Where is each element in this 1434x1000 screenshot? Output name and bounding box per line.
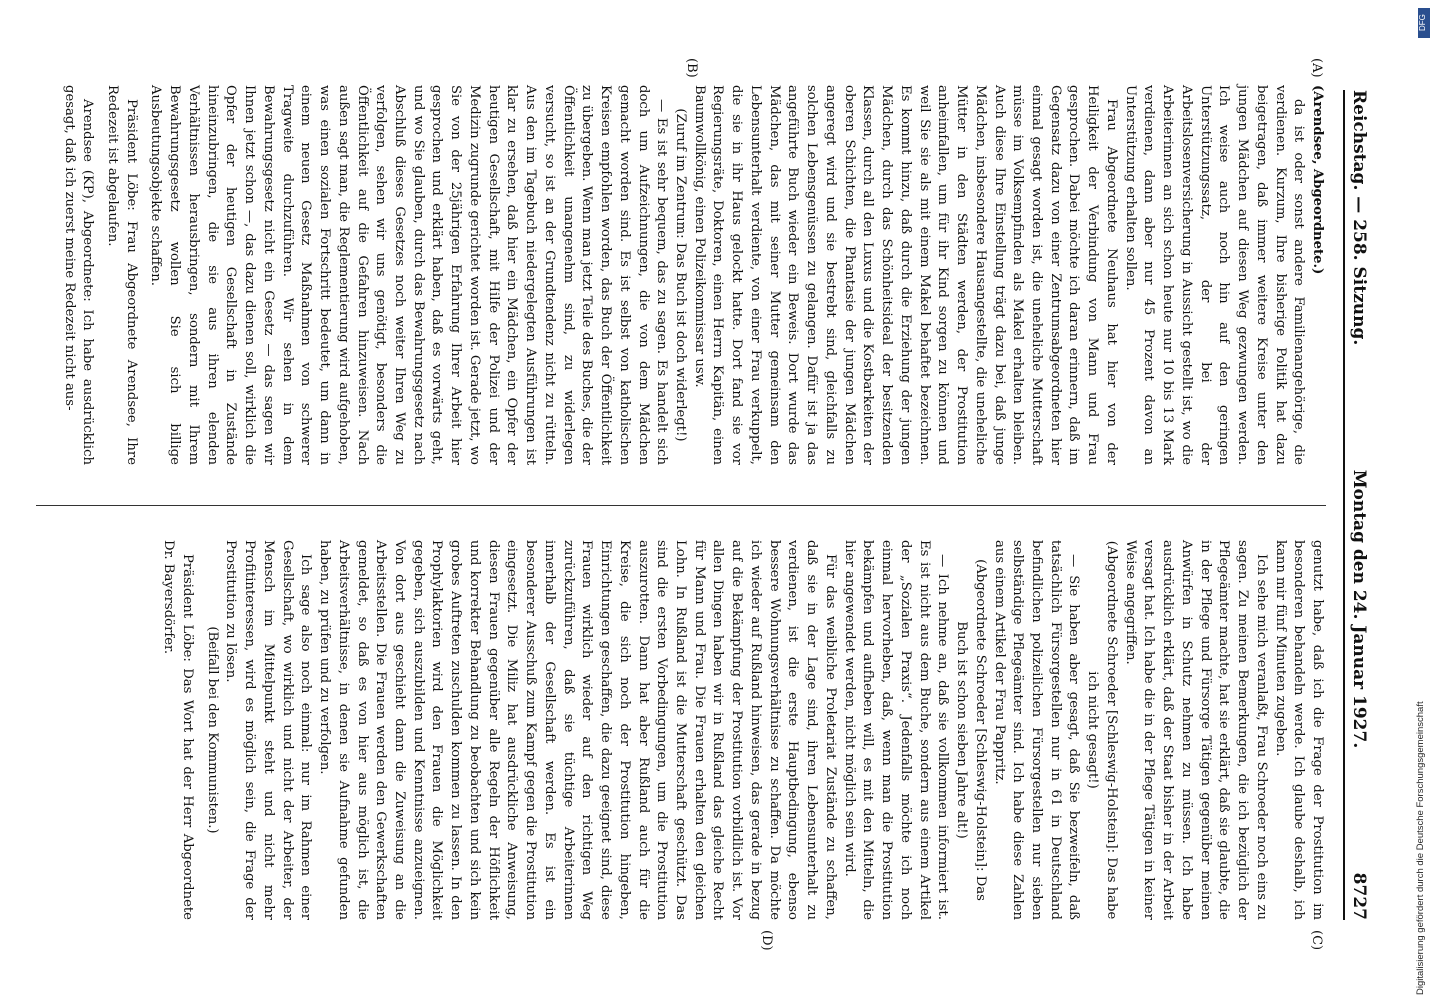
left-column	[59, 85, 1326, 465]
dfg-logo: DFG	[1418, 8, 1430, 38]
page-number: 8727	[1349, 872, 1369, 920]
paragraph: — Ich nehme an, daß sie vollkommen informiert ist. Es ist nicht aus dem Buche, sondern aus einem Artikel der „Sozialen Praxis“. Jedenfalls möchte ich noch einmal hervorheben, daß, wenn man die Prostitution bekämpfen und aufheben will, es mit den Mitteln, die hier angewendet werden, nicht möglich sein wird.	[841, 540, 951, 920]
applause-note: (Beifall bei den Kommunisten.)	[204, 626, 220, 834]
interjection: (Zuruf im Zentrum: Das Buch ist doch widerlegt!)	[673, 108, 689, 442]
header-date: Montag den 24. Januar 1927.	[1349, 469, 1369, 749]
paragraph: genutzt habe, daß ich die Frage der Prostitution im besonderen behandeln werde. Ich glaube deshalb, ich kann mir fünf Minuten zugeben.	[1272, 540, 1325, 920]
margin-mark-a: (A)	[1309, 58, 1324, 78]
page-header	[1343, 90, 1379, 920]
header-left: Reichstag. — 258. Sitzung.	[1349, 90, 1369, 346]
margin-mark-d: (D)	[759, 930, 774, 951]
president-remark: Präsident Löbe: Das Wort hat der Herr Abgeordnete Dr. Bayersdörfer.	[161, 540, 195, 920]
paragraph: Frau Abgeordnete Neuhaus hat hier von der Heiligkeit der Verbindung von Mann und Frau gesprochen. Dabei möchte ich daran erinnern, daß im Gegensatz dazu von einer Zentrumsabgeordneten hier einmal gesagt worden ist, die uneheliche Mutterschaft müsse im Volksempfinden als Makel erhalten bleiben. Auch diese Ihre Einstellung trägt dazu bei, daß junge Mädchen, insbesondere Hausangestellte, die uneheliche Mütter in den Städten werden, der Prostitution anheimfallen, um für ihr Kind sorgen zu können und weil Sie sie als mit einem Makel behaftet bezeichnen. Es kommt hinzu, daß durch die Erziehung der jungen Mädchen, durch das Schönheitsideal der besitzenden Klassen, durch all den Luxus und die Kostbarkeiten der oberen Schichten, die Phantasie der jungen Mädchen angeregt wird und sie bestrebt sind, gleichfalls zu solchen Lebensgenüssen zu gelangen. Dafür ist ja das angeführte Buch wieder ein Beweis. Dort wurde das Mädchen, das mit seiner Mutter gemeinsam den Lebensunterhalt verdiente, von einer Frau verkuppelt, die sie in ihr Haus gelockt hatte. Dort fand sie vor Regierungsräte, Doktoren, einen Herrn Kapitän, einen Baumwollkönig, einen Polizeikommissar usw.	[691, 85, 1119, 465]
paragraph: Ich sehe mich veranlaßt, Frau Schroeder noch eins zu sagen. Zu meinen Bemerkungen, die ich bezüglich der Pflegeämter machte, hat sie erklärt, daß sie glaubte, die in der Pflege und Fürsorge Tätigen gegenüber meinen Anwürfen in Schutz nehmen zu müssen. Ich habe ausdrücklich erklärt, daß der Staat bisher in der Arbeit versagt hat. Ich habe die in der Pflege Tätigen in keiner Weise angegriffen.	[1122, 540, 1269, 920]
paragraph: da ist oder sonst andere Familienangehörige, die verdienen. Kurzum, Ihre bisherige Politik hat dazu beigetragen, daß immer weitere Kreise unter den jungen Mädchen auf diesen Weg gezwungen werden. Ich weise auch noch hin auf den geringen Unterstützungssatz, der bei der Arbeitslosenversicherung in Aussicht gestellt ist, wo die Arbeiterinnen an sich schon heute nur 10 bis 13 Mark verdienen, dann aber nur 45 Prozent davon an Unterstützung erhalten sollen.	[1122, 85, 1307, 465]
margin-mark-b: (B)	[684, 58, 699, 78]
margin-mark-c: (C)	[1309, 930, 1324, 951]
column-divider	[36, 505, 1326, 506]
paragraph: Für das weibliche Proletariat Zustände zu schaffen, daß sie in der Lage sind, ihren Lebensunterhalt zu verdienen, ist die erste Hauptbedingung, ebenso bessere Wohnungsverhältnisse zu schaffen. Da möchte ich wieder auf Rußland hinweisen, das gerade in bezug auf die Bekämpfung der Prostitution vorbildlich ist. Vor allen Dingen haben wir in Rußland das gleiche Recht für Mann und Frau. Die Frauen erhalten den gleichen Lohn. In Rußland ist die Mutterschaft geschützt. Das sind die ersten Vorbedingungen, um die Prostitution auszurotten. Dann hat aber Rußland auch für die Kreise, die sich noch der Prostitution hingeben, Einrichtungen geschaffen, die dazu geeignet sind, diese Frauen wirklich wieder auf den richtigen Weg zurückzuführen, daß sie tüchtige Arbeiterinnen innerhalb der Gesellschaft werden. Es ist ein besonderer Ausschuß zum Kampf gegen die Prostitution eingesetzt. Die Miliz hat ausdrückliche Anweisung, diesen Frauen gegenüber alle Regeln der Höflichkeit und korrekter Behandlung zu beobachten und sich kein grobes Auftreten zuschulden kommen zu lassen. In den Prophylaktorien wird den Frauen die Möglichkeit gegeben, sich auszubilden und Kenntnisse anzueignen. Von dort aus geschieht dann die Zuweisung an die Arbeitsstellen. Die Frauen werden den Gewerkschaften gemeldet, so daß es von hier aus möglich ist, die Arbeitsverhältnisse, in denen sie Aufnahme gefunden haben, zu prüfen und zu verfolgen.	[317, 540, 838, 920]
speaker-continuation: (Arendsee, Abgeordnete.)	[1310, 85, 1325, 275]
digitization-credit: Digitalisierung gefördert durch die Deutsche Forschungsgemeinschaft	[1415, 701, 1426, 995]
interjection: (Abgeordnete Schroeder [Schleswig-Holstein]: Das Buch ist schon sieben Jahre alt!)	[954, 559, 988, 901]
interjection: (Abgeordnete Schroeder [Schleswig-Holstein]: Das habe ich nicht gesagt!)	[1085, 540, 1119, 920]
paragraph: Ich sage also noch einmal: nur im Rahmen einer Gesellschaft, wo wirklich und nicht der Arbeiter, der Mensch im Mittelpunkt steht und nicht mehr Profitinteressen, wird es möglich sein, die Frage der Prostitution zu lösen.	[223, 540, 314, 920]
paragraph: — Es ist sehr bequem, das zu sagen. Es handelt sich doch um Aufzeichnungen, die von dem Mädchen gemacht worden sind. Es ist selbst von katholischen Kreisen empfohlen worden, das Buch der Öffentlichkeit zu übergeben. Wenn man jetzt Teile des Buches, die der Öffentlichkeit unangenehm sind, zu widerlegen versucht, so ist an der Grundtendenz nicht zu rütteln. Aus den im Tagebuch niedergelegten Ausführungen ist klar zu ersehen, daß hier ein Mädchen, ein Opfer der heutigen Gesellschaft, mit Hilfe der Polizei und der Medizin zugrunde gerichtet worden ist. Gerade jetzt, wo Sie von der 25jährigen Erfahrung Ihrer Arbeit hier gesprochen und erklärt haben, daß es vorwärts geht, und wo Sie glauben, durch das Bewahrungsgesetz nach Abschluß dieses Gesetzes noch weiter Ihren Weg zu verfolgen, sehen wir uns genötigt, besonders die Öffentlichkeit auf die Gefahren hinzuweisen. Nach außen sagt man, die Reglementierung wird aufgehoben, was einen sozialen Fortschritt bedeutet, um dann in einem neuen Gesetz Maßnahmen von schwerer Tragweite durchzuführen. Wir sehen in dem Bewahrungsgesetz nicht ein Gesetz — das sagen wir Ihnen jetzt schon —, das dazu dienen soll, wirklich die Opfer der heutigen Gesellschaft in Zustände hineinzubringen, die sie aus ihren elenden Verhältnissen herausbringen, sondern mit Ihrem Bewahrungsgesetz wollen Sie sich billige Ausbeutungsobjekte schaffen.	[148, 85, 670, 465]
speaker-reply: Arendsee (KP), Abgeordnete: Ich habe ausdrücklich gesagt, daß ich zuerst meine Redezeit nicht aus-	[61, 85, 96, 465]
right-column	[158, 540, 1326, 920]
president-remark: Präsident Löbe: Frau Abgeordnete Arendsee, Ihre Redezeit ist abgelaufen.	[105, 85, 139, 465]
paragraph: — Sie haben aber gesagt, daß Sie bezweifeln, daß tatsächlich Fürsorgestellen nur in 61 in Deutschland befindlichen polizeilichen Fürsorgestellen nur sieben selbständige Pflegeämter sind. Ich habe diese Zahlen aus einem Artikel der Frau Pappritz.	[991, 540, 1082, 920]
